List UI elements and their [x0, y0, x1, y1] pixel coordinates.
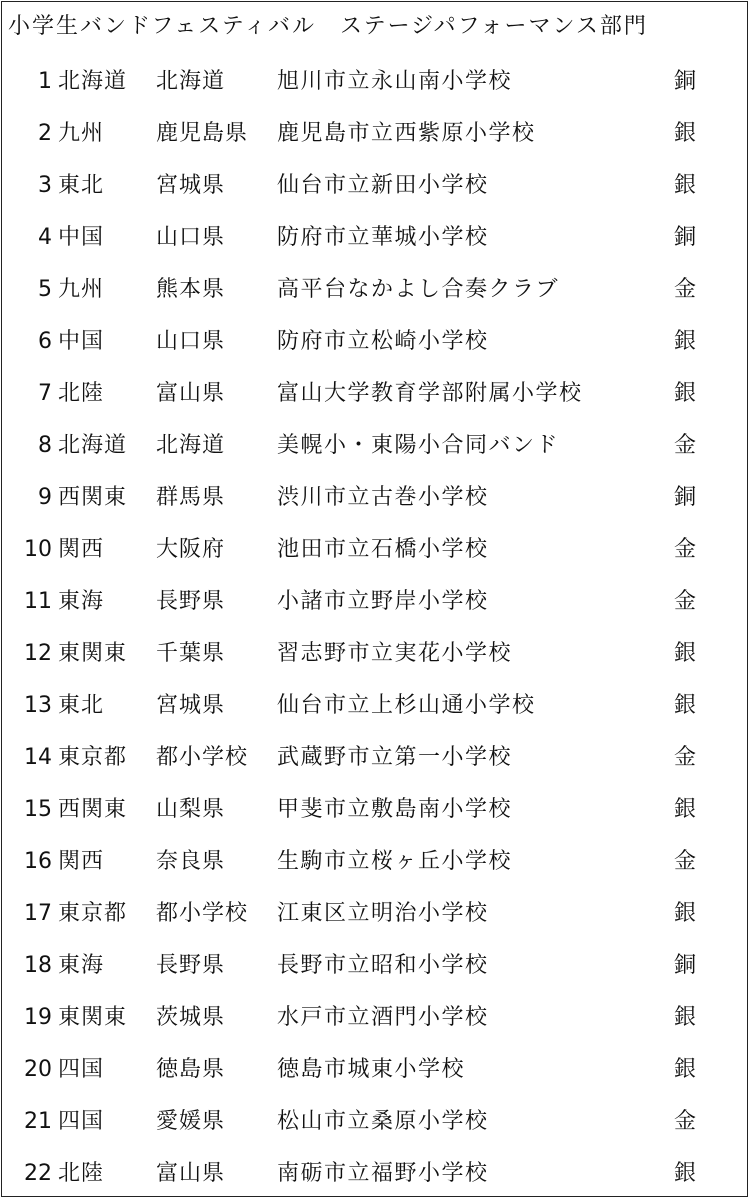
school-name: 甲斐市立敷島南小学校: [277, 797, 513, 822]
list-item: [2, 992, 751, 1044]
entry-number: 21: [24, 1109, 52, 1134]
region-name: 北陸: [58, 381, 105, 406]
region-name: 東海: [58, 953, 105, 978]
list-item: [2, 836, 751, 888]
region-name: 四国: [58, 1109, 105, 1134]
entry-number: 10: [24, 537, 52, 562]
award-badge: 金: [674, 589, 697, 614]
list-item: [2, 1096, 751, 1148]
entry-number: 11: [24, 589, 52, 614]
school-name: 長野市立昭和小学校: [277, 953, 489, 978]
prefecture-name: 宮城県: [156, 693, 226, 718]
school-name: 池田市立石橋小学校: [277, 537, 489, 562]
region-name: 関西: [58, 537, 105, 562]
list-item: [2, 420, 751, 472]
prefecture-name: 都小学校: [156, 901, 249, 926]
entry-number: 13: [24, 693, 52, 718]
results-list: [2, 56, 751, 1200]
list-item: [2, 940, 751, 992]
prefecture-name: 長野県: [156, 589, 226, 614]
region-name: 東関東: [58, 1005, 128, 1030]
list-item: [2, 524, 751, 576]
entry-number: 9: [38, 485, 52, 510]
region-name: 北海道: [58, 433, 128, 458]
region-name: 西関東: [58, 485, 128, 510]
page-title: 小学生バンドフェスティバル ステージパフォーマンス部門: [8, 14, 648, 39]
entry-number: 15: [24, 797, 52, 822]
list-item: [2, 108, 751, 160]
entry-number: 6: [38, 329, 52, 354]
school-name: 水戸市立酒門小学校: [277, 1005, 489, 1030]
list-item: [2, 212, 751, 264]
prefecture-name: 千葉県: [156, 641, 226, 666]
school-name: 鹿児島市立西紫原小学校: [277, 121, 536, 146]
award-badge: 銅: [674, 69, 697, 94]
region-name: 中国: [58, 329, 105, 354]
award-badge: 銅: [674, 953, 697, 978]
school-name: 南砺市立福野小学校: [277, 1161, 489, 1186]
award-badge: 銀: [674, 1005, 697, 1030]
school-name: 松山市立桑原小学校: [277, 1109, 489, 1134]
school-name: 徳島市城東小学校: [277, 1057, 466, 1082]
prefecture-name: 群馬県: [156, 485, 226, 510]
entry-number: 14: [24, 745, 52, 770]
award-badge: 銀: [674, 1161, 697, 1186]
list-item: [2, 472, 751, 524]
list-item: [2, 680, 751, 732]
entry-number: 3: [38, 173, 52, 198]
school-name: 美幌小・東陽小合同バンド: [277, 433, 560, 458]
school-name: 武蔵野市立第一小学校: [277, 745, 513, 770]
prefecture-name: 都小学校: [156, 745, 249, 770]
region-name: 東北: [58, 173, 105, 198]
award-badge: 金: [674, 849, 697, 874]
award-badge: 銀: [674, 121, 697, 146]
list-item: [2, 576, 751, 628]
list-item: [2, 316, 751, 368]
award-badge: 銀: [674, 641, 697, 666]
award-badge: 金: [674, 745, 697, 770]
school-name: 渋川市立古巻小学校: [277, 485, 489, 510]
award-badge: 銀: [674, 797, 697, 822]
award-badge: 銅: [674, 485, 697, 510]
region-name: 北海道: [58, 69, 128, 94]
award-badge: 銀: [674, 173, 697, 198]
region-name: 九州: [58, 121, 105, 146]
list-item: [2, 368, 751, 420]
award-badge: 金: [674, 537, 697, 562]
school-name: 高平台なかよし合奏クラブ: [277, 277, 560, 302]
list-item: [2, 732, 751, 784]
entry-number: 2: [38, 121, 52, 146]
prefecture-name: 山口県: [156, 329, 226, 354]
award-badge: 銀: [674, 1057, 697, 1082]
entry-number: 7: [38, 381, 52, 406]
region-name: 九州: [58, 277, 105, 302]
school-name: 防府市立華城小学校: [277, 225, 489, 250]
entry-number: 18: [24, 953, 52, 978]
region-name: 四国: [58, 1057, 105, 1082]
prefecture-name: 北海道: [156, 433, 226, 458]
prefecture-name: 富山県: [156, 381, 226, 406]
prefecture-name: 宮城県: [156, 173, 226, 198]
entry-number: 4: [38, 225, 52, 250]
list-item: [2, 160, 751, 212]
region-name: 中国: [58, 225, 105, 250]
award-badge: 銅: [674, 225, 697, 250]
school-name: 生駒市立桜ヶ丘小学校: [277, 849, 513, 874]
region-name: 東関東: [58, 641, 128, 666]
list-item: [2, 1044, 751, 1096]
school-name: 旭川市立永山南小学校: [277, 69, 513, 94]
school-name: 江東区立明治小学校: [277, 901, 489, 926]
school-name: 仙台市立新田小学校: [277, 173, 489, 198]
prefecture-name: 奈良県: [156, 849, 226, 874]
region-name: 関西: [58, 849, 105, 874]
school-name: 富山大学教育学部附属小学校: [277, 381, 583, 406]
region-name: 東北: [58, 693, 105, 718]
entry-number: 1: [38, 69, 52, 94]
entry-number: 20: [24, 1057, 52, 1082]
award-badge: 銀: [674, 381, 697, 406]
region-name: 北陸: [58, 1161, 105, 1186]
award-badge: 銀: [674, 901, 697, 926]
list-item: [2, 888, 751, 940]
award-badge: 金: [674, 1109, 697, 1134]
school-name: 仙台市立上杉山通小学校: [277, 693, 536, 718]
list-item: [2, 56, 751, 108]
list-item: [2, 628, 751, 680]
prefecture-name: 長野県: [156, 953, 226, 978]
award-badge: 銀: [674, 329, 697, 354]
region-name: 東海: [58, 589, 105, 614]
school-name: 防府市立松崎小学校: [277, 329, 489, 354]
region-name: 西関東: [58, 797, 128, 822]
prefecture-name: 大阪府: [156, 537, 226, 562]
prefecture-name: 熊本県: [156, 277, 226, 302]
list-item: [2, 784, 751, 836]
prefecture-name: 富山県: [156, 1161, 226, 1186]
entry-number: 8: [38, 433, 52, 458]
prefecture-name: 愛媛県: [156, 1109, 226, 1134]
award-badge: 銀: [674, 693, 697, 718]
school-name: 習志野市立実花小学校: [277, 641, 513, 666]
region-name: 東京都: [58, 745, 128, 770]
entry-number: 5: [38, 277, 52, 302]
entry-number: 19: [24, 1005, 52, 1030]
prefecture-name: 山梨県: [156, 797, 226, 822]
entry-number: 22: [24, 1161, 52, 1186]
entry-number: 16: [24, 849, 52, 874]
award-badge: 金: [674, 277, 697, 302]
entry-number: 17: [24, 901, 52, 926]
region-name: 東京都: [58, 901, 128, 926]
prefecture-name: 北海道: [156, 69, 226, 94]
results-frame: [1, 1, 748, 1197]
award-badge: 金: [674, 433, 697, 458]
prefecture-name: 鹿児島県: [156, 121, 249, 146]
list-item: [2, 264, 751, 316]
school-name: 小諸市立野岸小学校: [277, 589, 489, 614]
prefecture-name: 茨城県: [156, 1005, 226, 1030]
prefecture-name: 徳島県: [156, 1057, 226, 1082]
entry-number: 12: [24, 641, 52, 666]
prefecture-name: 山口県: [156, 225, 226, 250]
list-item: [2, 1148, 751, 1200]
